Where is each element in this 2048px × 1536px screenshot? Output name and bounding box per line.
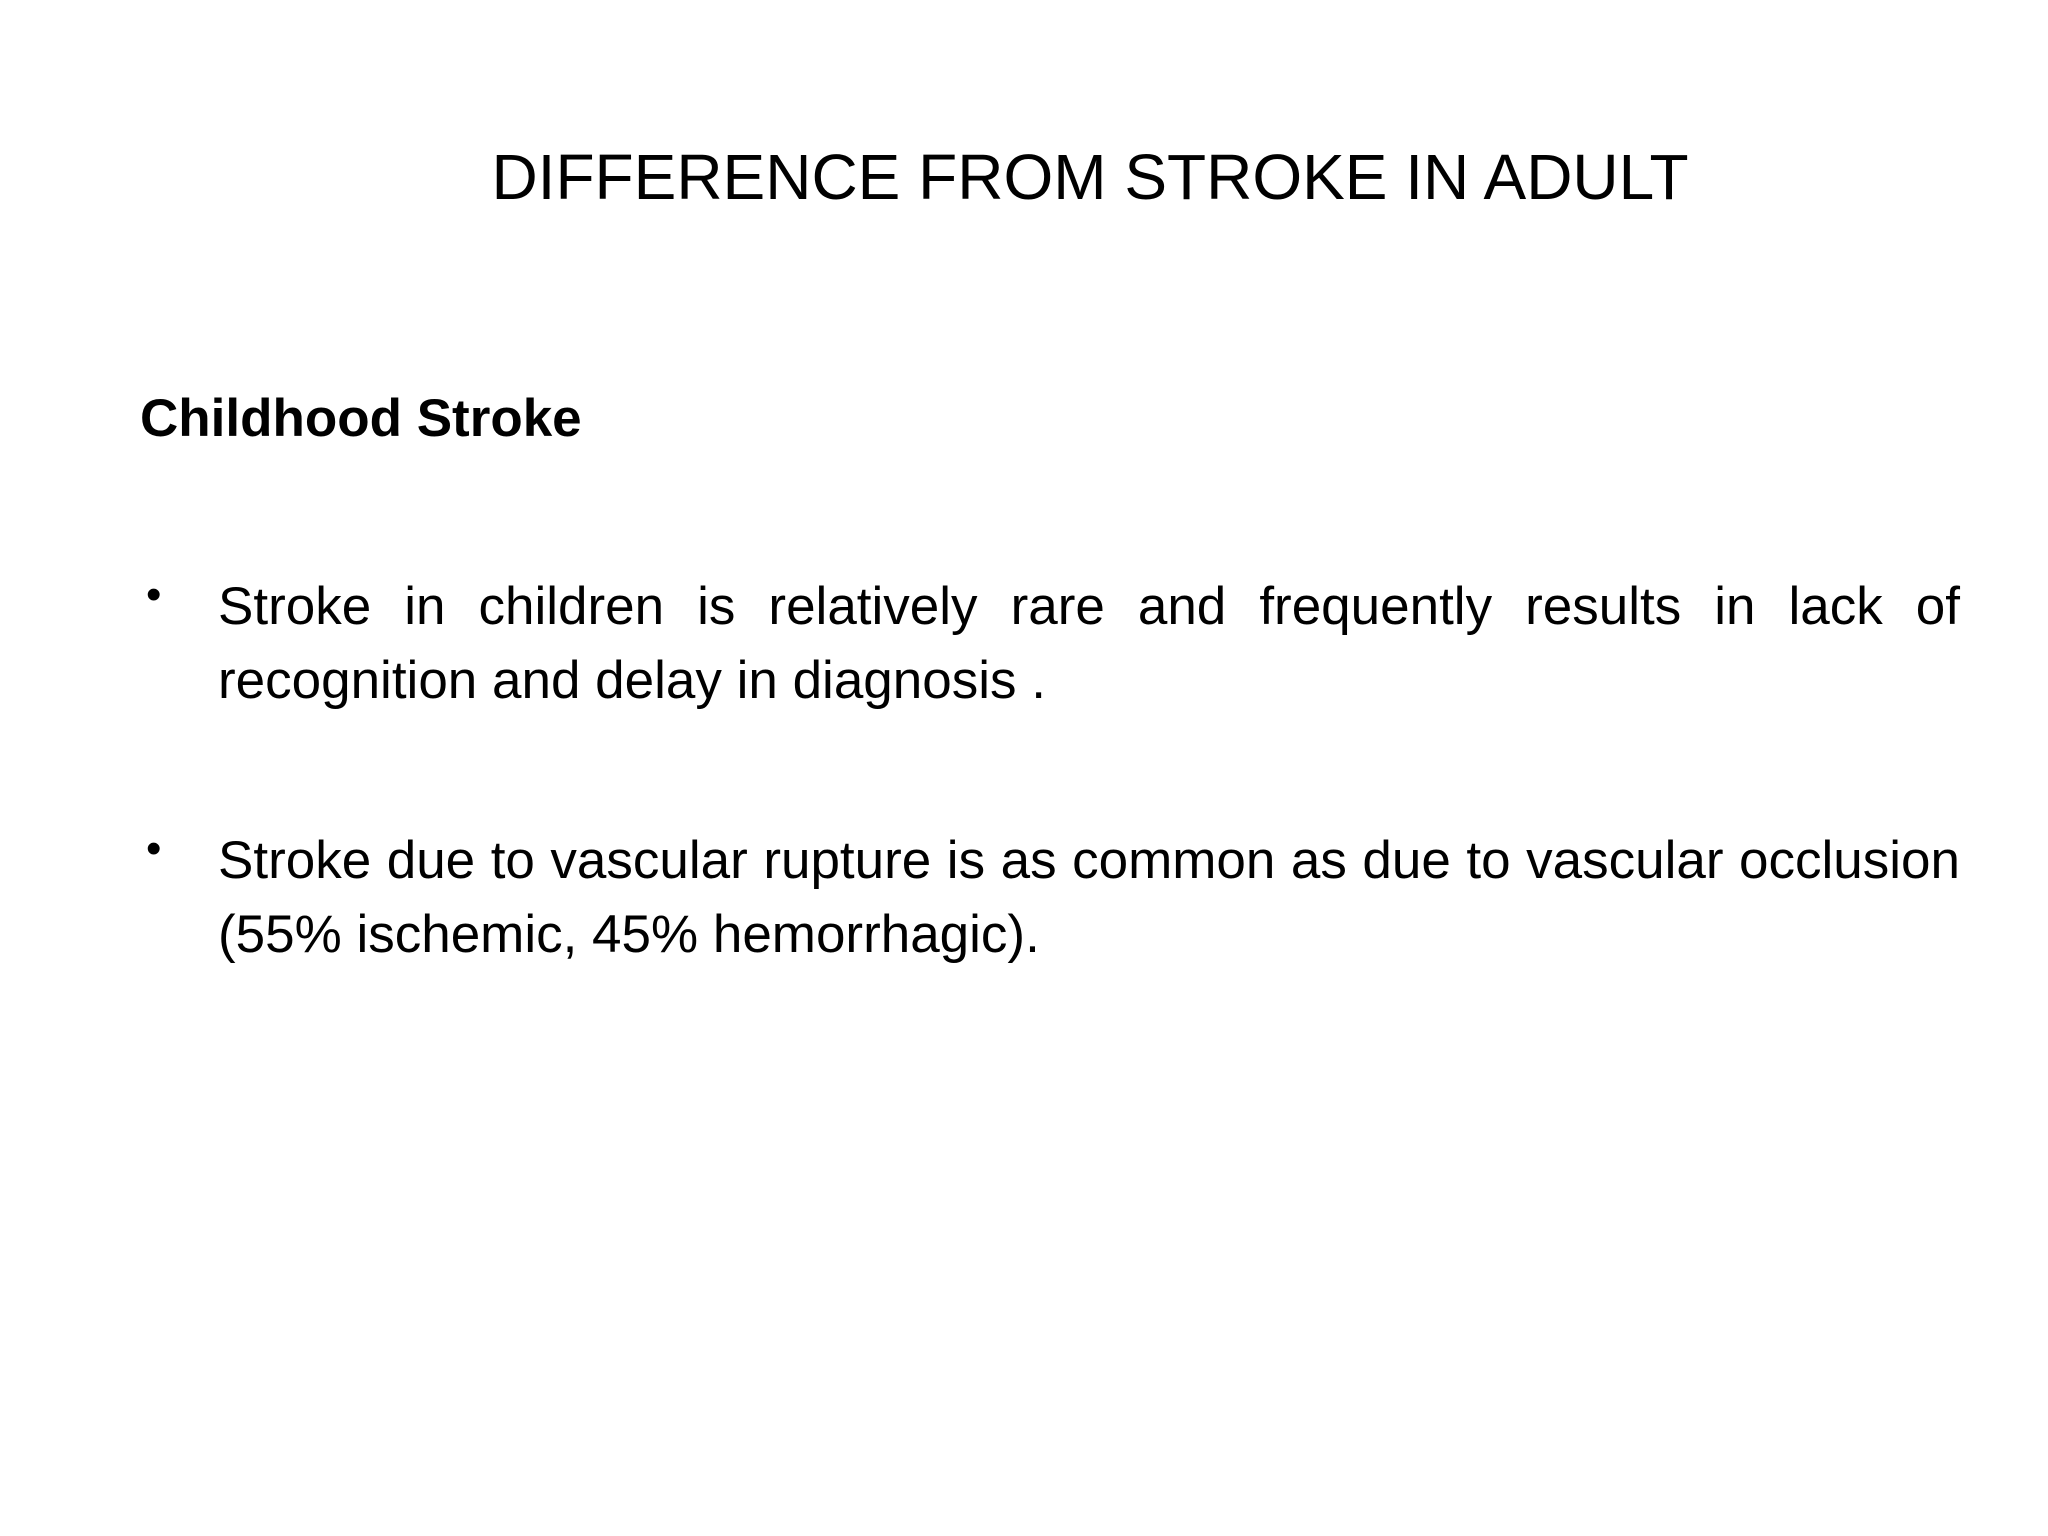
section-subtitle: Childhood Stroke xyxy=(140,389,582,448)
bullet-list xyxy=(140,570,1960,1078)
bullet-item xyxy=(140,570,1960,718)
bullet-item xyxy=(140,824,1960,972)
bullet-marker: • xyxy=(146,570,162,619)
bullet-marker: • xyxy=(146,824,162,873)
bullet-text: Stroke due to vascular rupture is as common as due to vascular occlusion (55% ischemic, 45% hemorrhagic). xyxy=(218,831,1960,964)
slide-title: DIFFERENCE FROM STROKE IN ADULT xyxy=(491,141,1689,213)
bullet-text: Stroke in children is relatively rare and frequently results in lack of recognition and delay in diagnosis . xyxy=(218,577,1960,710)
